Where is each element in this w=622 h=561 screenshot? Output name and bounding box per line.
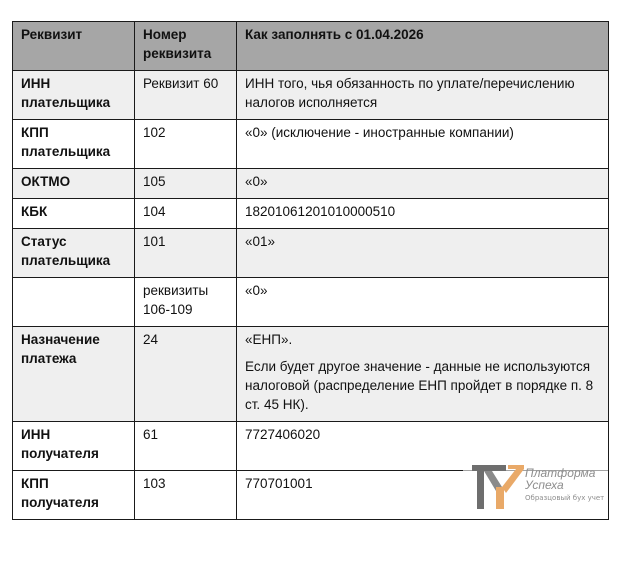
table-row [13, 169, 609, 199]
fill-instruction [237, 278, 609, 327]
requisite-name [13, 278, 135, 327]
table-row [13, 327, 609, 422]
table-row [13, 278, 609, 327]
table-row [13, 120, 609, 169]
platforma-uspekha-watermark [463, 461, 608, 517]
requisite-number: 105 [135, 169, 237, 199]
instruction-paragraph: 18201061201010000510 [245, 204, 396, 219]
requisite-name: ИНН получателя [13, 422, 135, 471]
requisite-number: 101 [135, 229, 237, 278]
fill-instruction [237, 169, 609, 199]
requisite-number: 24 [135, 327, 237, 422]
header-how-to-fill: Как заполнять с 01.04.2026 [237, 22, 609, 71]
brand-line-1: Платформа [525, 466, 596, 480]
instruction-paragraph: 7727406020 [245, 427, 321, 442]
header-row [13, 22, 609, 71]
requisite-name: КПП плательщика [13, 120, 135, 169]
fill-instruction [237, 229, 609, 278]
table-header [13, 22, 609, 71]
brand-line-2: Успеха [525, 478, 564, 492]
requisite-name: ИНН плательщика [13, 71, 135, 120]
instruction-paragraph: «ЕНП». [245, 332, 293, 347]
requisite-number: реквизиты 106-109 [135, 278, 237, 327]
table-row [13, 199, 609, 229]
header-requisite: Реквизит [13, 22, 135, 71]
requisite-name: КПП получателя [13, 471, 135, 520]
requisite-number: 104 [135, 199, 237, 229]
instruction-paragraph: ИНН того, чья обязанность по уплате/перечислению налогов исполняется [245, 76, 575, 110]
requisite-name: КБК [13, 199, 135, 229]
fill-instruction [237, 199, 609, 229]
requisites-table [12, 21, 609, 520]
requisite-number: Реквизит 60 [135, 71, 237, 120]
instruction-paragraph: «0» [245, 174, 268, 189]
requisite-number: 103 [135, 471, 237, 520]
header-number: Номер реквизита [135, 22, 237, 71]
fill-instruction [237, 71, 609, 120]
fill-instruction [237, 327, 609, 422]
requisite-name: Назначение платежа [13, 327, 135, 422]
requisite-name: Статус плательщика [13, 229, 135, 278]
instruction-paragraph: 770701001 [245, 476, 313, 491]
instruction-paragraph: «0» (исключение - иностранные компании) [245, 125, 514, 140]
table-row [13, 229, 609, 278]
instruction-paragraph: «01» [245, 234, 276, 249]
table-body [13, 71, 609, 520]
platforma-logo-icon [472, 465, 524, 513]
instruction-paragraph: Если будет другое значение - данные не используются налоговой (распределение ЕНП пройдет в порядке п. 8 ст. 45 НК). [245, 359, 594, 412]
requisite-number: 61 [135, 422, 237, 471]
brand-name [525, 467, 595, 491]
fill-instruction [237, 120, 609, 169]
table-row [13, 71, 609, 120]
requisite-number: 102 [135, 120, 237, 169]
instruction-paragraph: «0» [245, 283, 268, 298]
requisite-name: ОКТМО [13, 169, 135, 199]
brand-tagline: Образцовый бух учет [525, 494, 605, 502]
